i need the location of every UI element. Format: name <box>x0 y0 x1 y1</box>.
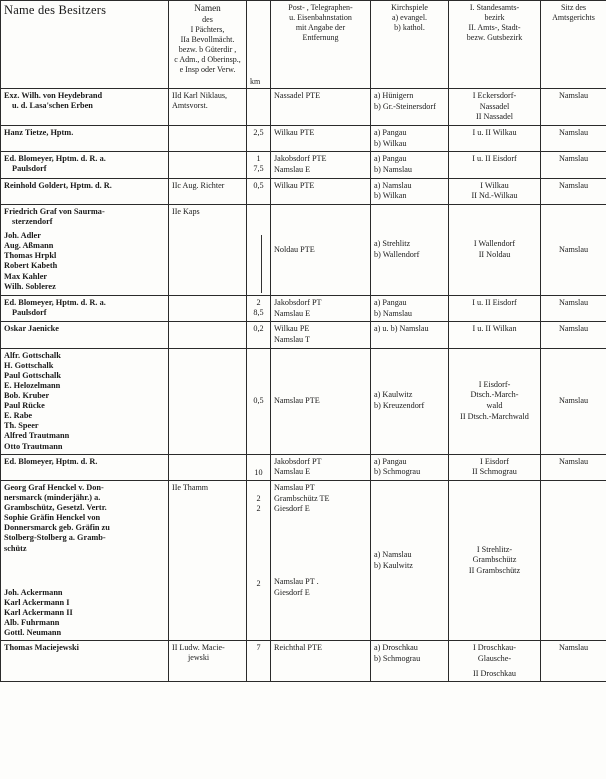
court-header-line-1: Amtsgerichts <box>552 13 595 22</box>
column-header-registry <box>449 1 541 89</box>
registry-line: II Grambschütz <box>468 565 521 575</box>
parish-line: a) Droschkau <box>374 643 418 653</box>
km-value: 2,5 <box>253 127 264 137</box>
post-line: Wilkau PTE <box>274 127 315 137</box>
post-line: Namslau PT <box>274 482 315 492</box>
cell-post <box>271 322 371 348</box>
km-value: 7 <box>256 643 261 653</box>
cell-tenant <box>169 295 247 321</box>
cell-post <box>271 348 371 454</box>
cell-km <box>247 204 271 295</box>
cell-court: Namslau <box>541 454 606 480</box>
parish-line: b) Wilkau <box>374 138 407 148</box>
cell-court: Namslau <box>541 89 606 126</box>
registry-line: I u. II Eisdorf <box>472 297 517 307</box>
cell-court: Namslau <box>541 348 606 454</box>
cell-km <box>247 152 271 178</box>
table-row[interactable] <box>1 480 606 640</box>
parish-line: b) Gr.-Steinersdorf <box>374 101 436 111</box>
cell-km <box>247 89 271 126</box>
owner-line: H. Gottschalk <box>4 360 54 370</box>
owner-line: schütz <box>4 543 27 553</box>
owner-line: Grambschütz, Gesetzl. Vertr. <box>4 503 107 513</box>
parish-line: b) Wallendorf <box>374 249 420 259</box>
cell-tenant <box>169 322 247 348</box>
owner-line: Bob. Kruber <box>4 390 50 400</box>
post-line: Namslau T <box>274 334 311 344</box>
post-line: Jakobsdorf PT <box>274 456 322 466</box>
cell-parish <box>371 89 449 126</box>
cell-parish <box>371 348 449 454</box>
tenant-header-line-0: Namen <box>194 3 221 13</box>
tenant-header-line-4: bezw. b Güterdir , <box>178 44 237 54</box>
cell-court: Namslau <box>541 125 606 151</box>
cell-owner <box>1 152 169 178</box>
post-line: Namslau E <box>274 164 311 174</box>
owner-line: u. d. Lasa'schen Erben <box>12 101 93 111</box>
registry-header-line-0: I. Standesamts- <box>469 3 520 12</box>
cell-km <box>247 641 271 682</box>
tenant-line: IIe Kaps <box>172 206 200 216</box>
cell-tenant <box>169 204 247 295</box>
parish-line: a) Kaulwitz <box>374 390 413 400</box>
post-line: Namslau E <box>274 308 311 318</box>
cell-post <box>271 125 371 151</box>
court-header-line-0: Sitz des <box>560 3 587 12</box>
cell-registry <box>449 480 541 640</box>
cell-registry <box>449 641 541 682</box>
owner-line: Hanz Tietze, Hptm. <box>4 127 74 137</box>
owner-line: Thomas Hrpkl <box>4 251 57 261</box>
parish-line: b) Kreuzendorf <box>374 401 425 411</box>
cell-post <box>271 204 371 295</box>
post-line: Noldau PTE <box>274 244 315 254</box>
cell-km <box>247 178 271 204</box>
owner-line: Th. Speer <box>4 421 39 431</box>
tenant-line: II Ludw. Macie- <box>172 643 225 653</box>
table-row[interactable] <box>1 295 606 321</box>
parish-line: b) Schmograu <box>374 653 421 663</box>
cell-owner <box>1 204 169 295</box>
cell-registry <box>449 89 541 126</box>
cell-km <box>247 295 271 321</box>
owner-line: Robert Kabeth <box>4 261 58 271</box>
cell-registry <box>449 125 541 151</box>
column-header-court <box>541 1 606 89</box>
registry-line: I u. II Wilkan <box>472 324 517 334</box>
cell-owner <box>1 641 169 682</box>
km-value: 8,5 <box>253 307 264 317</box>
cell-parish <box>371 204 449 295</box>
cell-owner <box>1 348 169 454</box>
table-header <box>1 1 606 89</box>
tenant-line: IIc Aug. Richter <box>172 180 225 190</box>
post-line: Grambschütz TE <box>274 493 330 503</box>
tenant-header-line-1: des <box>202 14 213 24</box>
cell-tenant <box>169 178 247 204</box>
cell-court: Namslau <box>541 295 606 321</box>
owner-line: Sophie Gräfin Henckel von <box>4 513 101 523</box>
owner-line: Aug. Aßmann <box>4 241 54 251</box>
registry-line: I Droschkau- <box>473 643 516 653</box>
table-row[interactable] <box>1 89 606 126</box>
owner-line: Donnersmarck geb. Gräfin zu <box>4 523 110 533</box>
tenant-header-line-2: I Pächters, <box>190 24 225 34</box>
cell-court: Namslau <box>541 641 606 682</box>
post-line: Reichthal PTE <box>274 643 322 653</box>
parish-line: b) Wilkan <box>374 191 407 201</box>
parish-line: a) Pangau <box>374 127 407 137</box>
post-line: Wilkau PTE <box>274 180 315 190</box>
km-value: 2 <box>256 503 261 513</box>
cell-km <box>247 348 271 454</box>
owner-line: Reinhold Goldert, Hptm. d. R. <box>4 180 112 190</box>
owner-line: Alfred Trautmann <box>4 431 70 441</box>
owner-line: Max Kahler <box>4 271 48 281</box>
parish-line: a) Namslau <box>374 549 412 559</box>
table-row[interactable] <box>1 125 606 151</box>
cell-post <box>271 454 371 480</box>
registry-header-line-2: II. Amts-, Stadt- <box>468 23 521 32</box>
cell-km <box>247 322 271 348</box>
tenant-line: IIe Thamm <box>172 482 209 492</box>
cell-post <box>271 152 371 178</box>
cell-parish <box>371 454 449 480</box>
cell-post <box>271 178 371 204</box>
registry-line: I u. II Eisdorf <box>472 154 517 164</box>
table-row[interactable] <box>1 204 606 295</box>
km-value: 0,5 <box>253 396 264 406</box>
cell-registry <box>449 322 541 348</box>
cell-tenant <box>169 152 247 178</box>
cell-parish <box>371 480 449 640</box>
registry-line: II Noldau <box>478 249 511 259</box>
owner-line: E. Helozelmann <box>4 380 61 390</box>
owner-line: Ed. Blomeyer, Hptm. d. R. a. <box>4 297 106 307</box>
km-value: 1 <box>256 154 261 164</box>
table-row[interactable] <box>1 152 606 178</box>
cell-owner <box>1 322 169 348</box>
tenant-line: jewski <box>188 653 210 663</box>
table-row[interactable] <box>1 641 606 682</box>
registry-header-line-3: bezw. Gutsbezirk <box>466 33 523 42</box>
cell-km <box>247 454 271 480</box>
registry-line: Grambschütz <box>472 555 517 565</box>
column-header-km <box>247 1 271 89</box>
owner-line: Wilh. Soblerez <box>4 281 56 291</box>
cell-tenant <box>169 454 247 480</box>
cell-owner <box>1 480 169 640</box>
registry-line: Dtsch.-March- <box>470 390 519 400</box>
owner-line: Paulsdorf <box>12 308 47 318</box>
owner-line: Stolberg-Stolberg a. Gramb- <box>4 533 106 543</box>
cell-km <box>247 125 271 151</box>
cell-owner <box>1 178 169 204</box>
cell-post <box>271 480 371 640</box>
registry-line: I Eckersdorf- <box>472 91 517 100</box>
owner-line: Gottl. Neumann <box>4 628 62 638</box>
cell-tenant <box>169 480 247 640</box>
cell-registry <box>449 348 541 454</box>
parish-line: a) Hünigern <box>374 91 414 100</box>
cell-court <box>541 480 606 640</box>
km-value: 2 <box>256 297 261 307</box>
cell-court: Namslau <box>541 204 606 295</box>
post-line: Giesdorf E <box>274 504 310 514</box>
table-row[interactable] <box>1 322 606 348</box>
cell-parish <box>371 295 449 321</box>
tenant-line: IId Karl Niklaus, <box>172 91 228 100</box>
cell-registry <box>449 454 541 480</box>
owner-line: Joh. Adler <box>4 231 41 241</box>
parish-header-line-2: b) kathol. <box>394 23 425 32</box>
km-value: 0,5 <box>253 180 264 190</box>
parish-header-line-0: Kirchspiele <box>391 3 428 12</box>
post-line: Namslau PT . <box>274 576 319 586</box>
cell-tenant <box>169 348 247 454</box>
cell-court: Namslau <box>541 152 606 178</box>
cell-registry <box>449 204 541 295</box>
parish-header-line-1: a) evangel. <box>391 13 428 22</box>
registry-line: II Nd.-Wilkau <box>471 191 518 201</box>
owner-line: Thomas Maciejewski <box>4 643 79 653</box>
owner-line: Otto Trautmann <box>4 441 63 451</box>
registry-line: I Eisdorf- <box>478 379 511 389</box>
post-header-line-2: mit Angabe der <box>295 23 346 32</box>
tenant-header-line-5: c Adm., d Oberinsp., <box>174 54 241 64</box>
cell-parish <box>371 178 449 204</box>
owner-line: Alb. Fuhrmann <box>4 618 60 628</box>
registry-line: I Strehlitz- <box>476 544 513 554</box>
owner-line: Alfr. Gottschalk <box>4 350 61 360</box>
parish-line: a) Namslau <box>374 180 412 190</box>
post-line: Jakobsdorf PT <box>274 297 322 307</box>
km-value: 7,5 <box>253 163 264 173</box>
cell-parish <box>371 125 449 151</box>
column-header-owner: Name des Besitzers <box>1 1 169 89</box>
registry-header-line-1: bezirk <box>484 13 505 22</box>
parish-line: a) Pangau <box>374 297 407 307</box>
cell-post <box>271 89 371 126</box>
parish-line: b) Schmograu <box>374 467 421 477</box>
cell-owner <box>1 89 169 126</box>
post-line: Giesdorf E <box>274 587 310 597</box>
cell-court: Namslau <box>541 178 606 204</box>
cell-post <box>271 641 371 682</box>
parish-line: b) Kaulwitz <box>374 560 413 570</box>
registry-line: II Dtsch.-Marchwald <box>460 411 529 421</box>
tenant-header-line-6: e Insp oder Verw. <box>179 64 236 74</box>
owner-line: Friedrich Graf von Saurma- <box>4 206 105 216</box>
cell-km <box>247 480 271 640</box>
owner-line: Ed. Blomeyer, Hptm. d. R. a. <box>4 154 106 164</box>
cell-parish <box>371 322 449 348</box>
registry-line: II Schmograu <box>472 467 517 477</box>
post-header-line-1: u. Eisenbahnstation <box>289 13 352 22</box>
registry-line: wald <box>486 401 503 411</box>
cell-post <box>271 295 371 321</box>
post-header-line-0: Post- , Telegraphen- <box>288 3 353 12</box>
registry-line: Nassadel <box>479 101 510 111</box>
column-header-post <box>271 1 371 89</box>
post-header-line-3: Entfernung <box>302 33 339 42</box>
column-header-parish <box>371 1 449 89</box>
post-line: Jakobsdorf PTE <box>274 154 327 164</box>
parish-line: a) Strehlitz <box>374 239 411 249</box>
cell-registry <box>449 295 541 321</box>
cell-registry <box>449 178 541 204</box>
owner-line: Karl Ackermann I <box>4 597 70 607</box>
owner-line: Georg Graf Henckel v. Don- <box>4 482 104 492</box>
parish-line: a) u. b) Namslau <box>374 324 429 334</box>
post-line: Namslau PTE <box>274 395 320 405</box>
owner-line: Oskar Jaenicke <box>4 324 59 334</box>
owner-line: Paul Rücke <box>4 401 45 411</box>
owner-line: Paulsdorf <box>12 164 47 174</box>
cell-owner <box>1 454 169 480</box>
cell-court: Namslau <box>541 322 606 348</box>
cell-owner <box>1 125 169 151</box>
cell-owner <box>1 295 169 321</box>
owner-line: nersmarck (minderjähr.) a. <box>4 493 101 503</box>
parish-line: a) Pangau <box>374 154 407 164</box>
tenant-header-line-3: IIa Bevollmächt. <box>180 34 235 44</box>
registry-line: I u. II Wilkau <box>472 127 517 137</box>
table-row[interactable] <box>1 454 606 480</box>
owner-line: Joh. Ackermann <box>4 587 63 597</box>
registry-line: Glausche- <box>477 653 512 663</box>
km-value: 2 <box>256 493 261 503</box>
km-value: 2 <box>256 579 261 589</box>
owner-line: Ed. Blomeyer, Hptm. d. R. <box>4 456 98 466</box>
tenant-line: Amtsvorst. <box>172 100 208 110</box>
parish-line: b) Namslau <box>374 308 412 318</box>
owner-line: Karl Ackermann II <box>4 607 73 617</box>
cell-tenant <box>169 89 247 126</box>
table-row[interactable] <box>1 348 606 454</box>
km-value: 10 <box>254 468 263 478</box>
registry-line: I Wallendorf <box>473 239 516 249</box>
cell-tenant <box>169 641 247 682</box>
km-value: 0,2 <box>253 324 264 334</box>
table-row[interactable] <box>1 178 606 204</box>
registry-line: II Droschkau <box>473 668 516 678</box>
parish-line: b) Namslau <box>374 164 412 174</box>
post-line: Wilkau PE <box>274 324 310 334</box>
parish-line: a) Pangau <box>374 456 407 466</box>
cell-registry <box>449 152 541 178</box>
registry-line: I Eisdorf <box>480 456 509 466</box>
owner-line: E. Rabe <box>4 411 33 421</box>
column-header-tenant <box>169 1 247 89</box>
owner-line: Paul Gottschalk <box>4 370 61 380</box>
registry-line: I Wilkau <box>480 180 509 190</box>
cell-tenant <box>169 125 247 151</box>
cell-parish <box>371 641 449 682</box>
registry-line: II Nassadel <box>475 112 514 122</box>
post-line: Namslau E <box>274 467 311 477</box>
post-line: Nassadel PTE <box>274 91 321 100</box>
owner-line: Exz. Wilh. von Heydebrand <box>4 91 103 100</box>
table-body <box>1 89 606 682</box>
cell-parish <box>371 152 449 178</box>
owner-line: sterzendorf <box>12 217 53 227</box>
km-header-label: km <box>250 76 261 86</box>
